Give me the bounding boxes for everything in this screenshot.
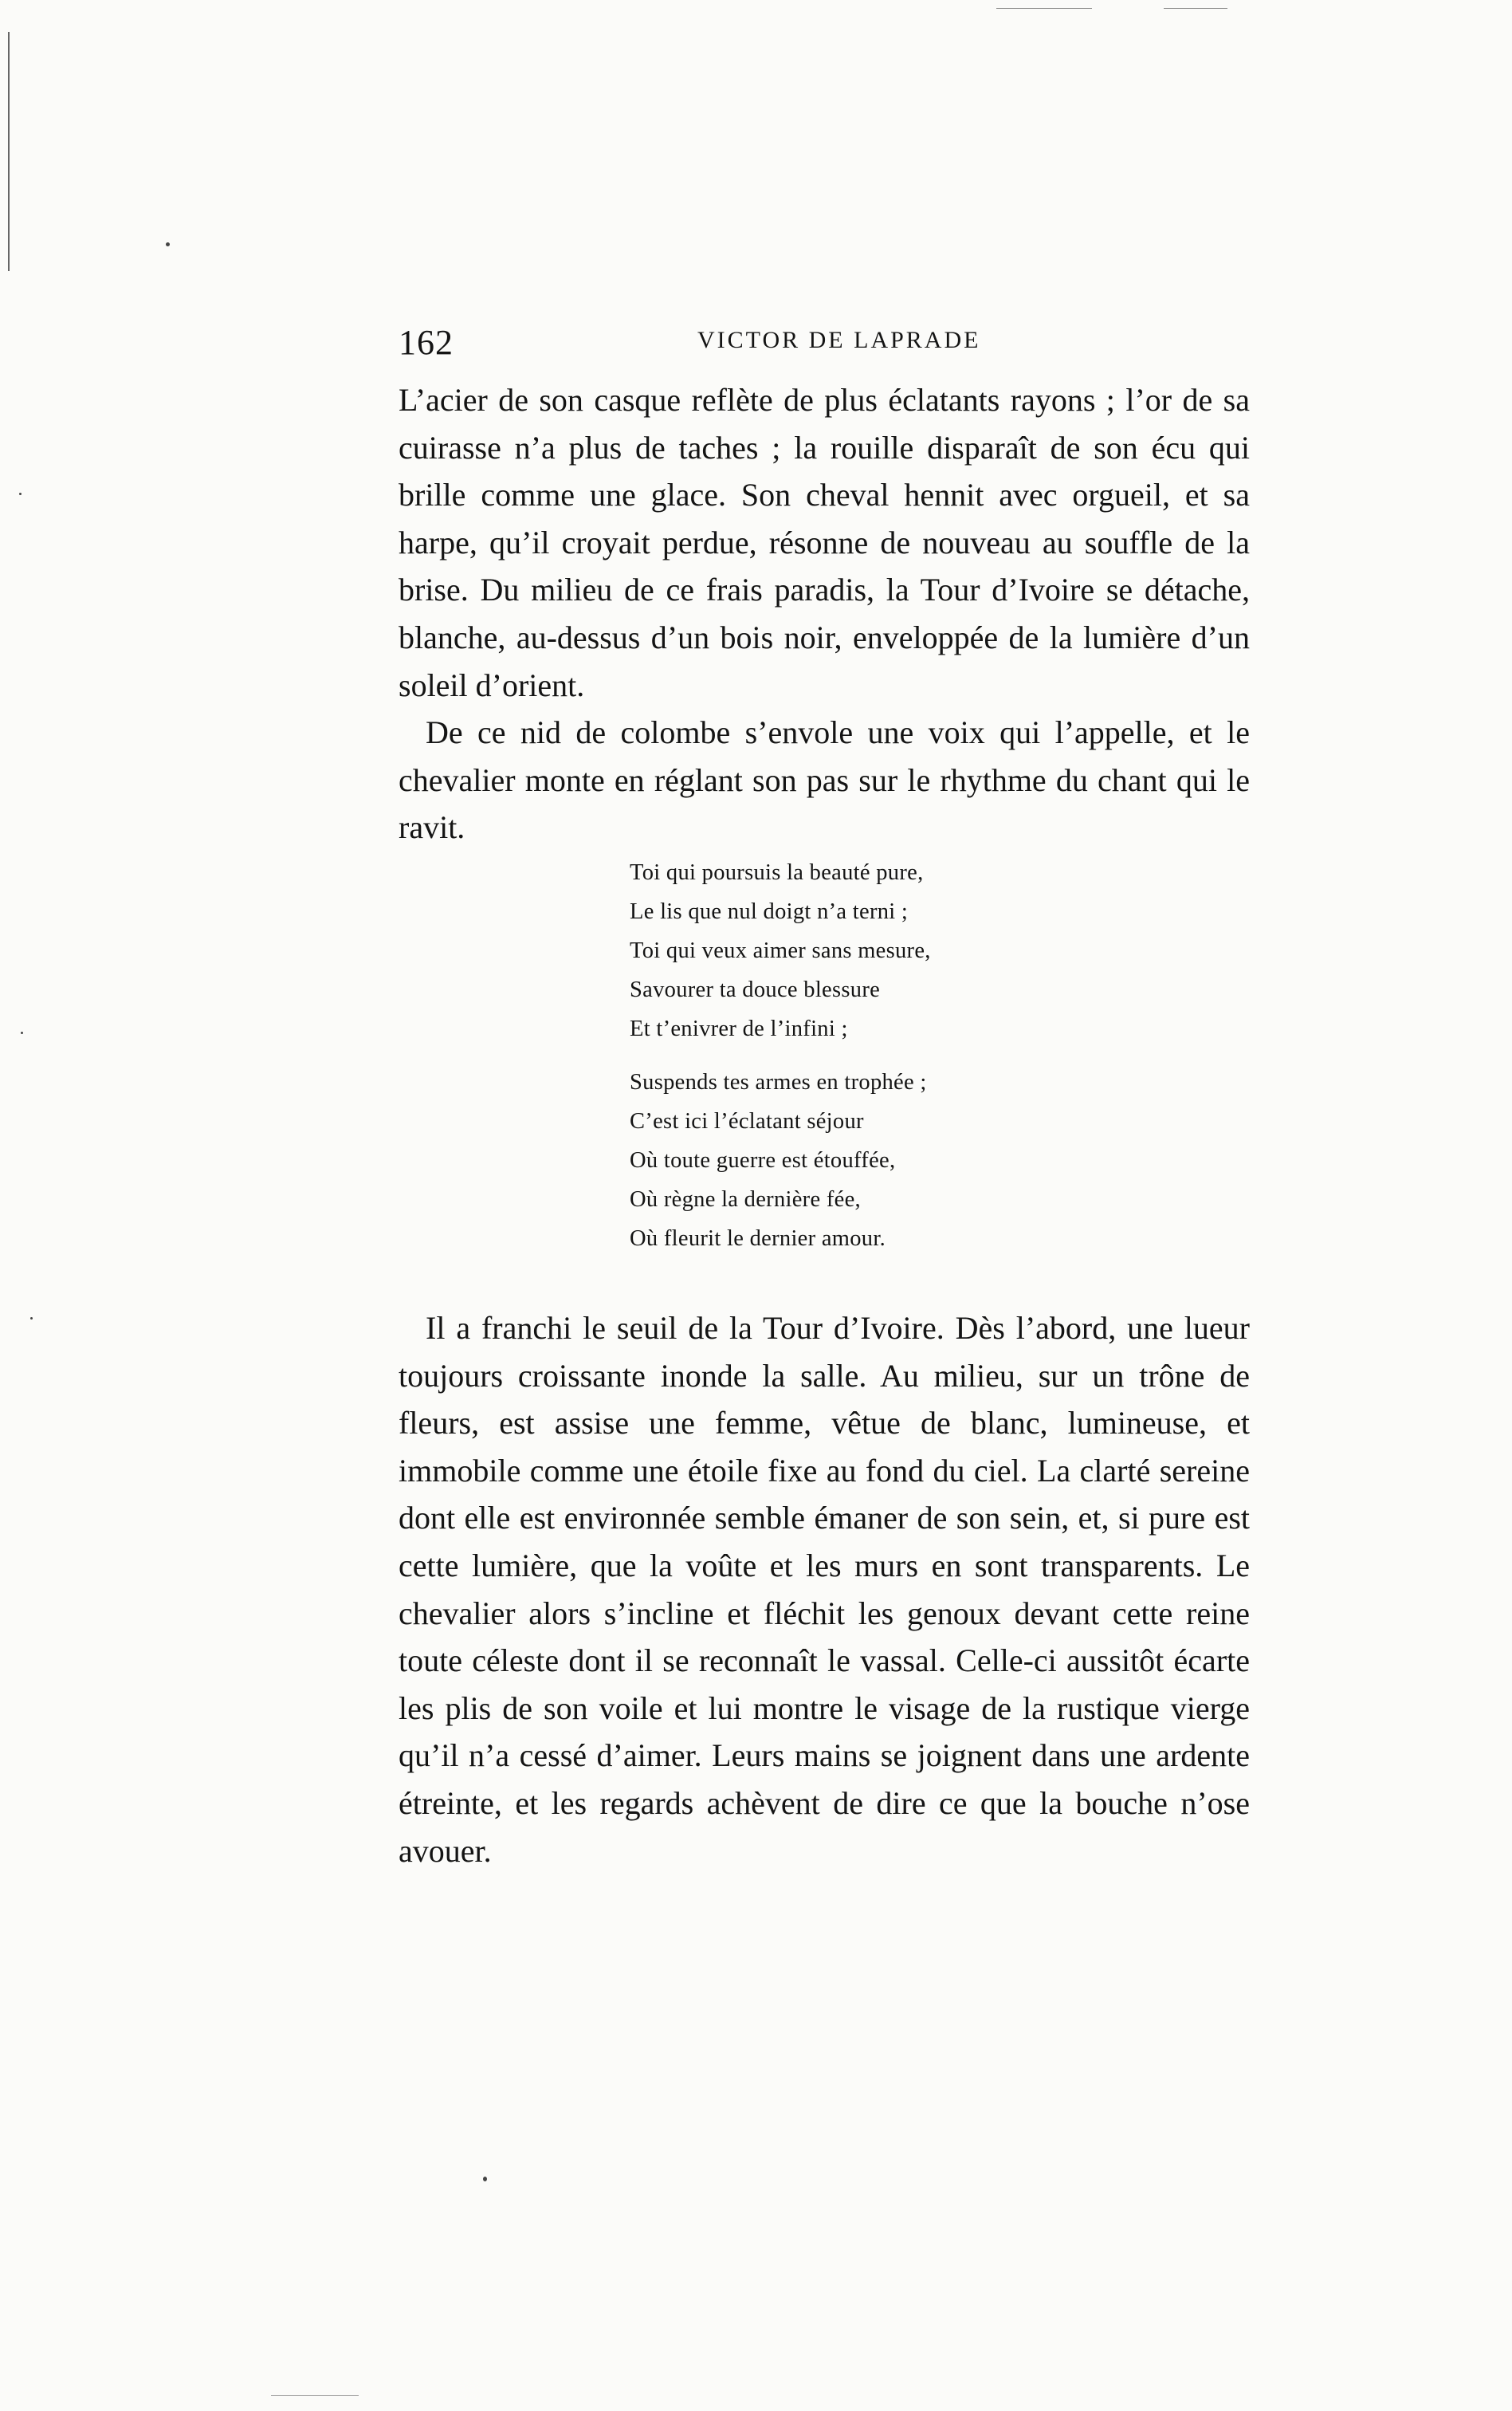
verse-line: Toi qui veux aimer sans mesure, (630, 938, 931, 963)
page-number: 162 (399, 323, 454, 362)
scan-dot (30, 1317, 33, 1320)
scan-dot (21, 1032, 23, 1034)
paragraph: L’acier de son casque reflète de plus éclatants rayons ; l’or de sa cuirasse n’a plus de taches ; la rouille disparaît de son écu qui brille comme une glace. Son cheval hennit avec orgueil, et sa harpe, qu’il croyait perdue, résonne de nouveau au souffle de la brise. Du milieu de ce frais paradis, la Tour d’Ivoire se détache, blanche, au-dessus d’un bois noir, enveloppée de la lumière d’un soleil d’orient. (399, 382, 1250, 703)
verse-line: Le lis que nul doigt n’a terni ; (630, 899, 909, 924)
prose-block-before-verse (399, 376, 1250, 852)
verse-block (630, 853, 931, 1258)
running-head (399, 322, 1243, 370)
scan-bottom-line (271, 2395, 359, 2396)
scan-dot (483, 2177, 487, 2181)
scan-top-line (996, 8, 1092, 9)
paragraph: De ce nid de colombe s’envole une voix qui l’appelle, et le chevalier monte en réglant son pas sur le rhythme du chant qui le ravit. (399, 714, 1250, 846)
scan-top-line (1164, 8, 1227, 9)
scan-dot (19, 493, 22, 495)
verse-line: Où toute guerre est étouffée, (630, 1148, 896, 1173)
scan-edge-line (8, 32, 10, 271)
running-title: VICTOR DE LAPRADE (697, 327, 981, 353)
stanza (630, 853, 931, 1048)
verse-line: Où règne la dernière fée, (630, 1187, 861, 1212)
verse-line: Savourer ta douce blessure (630, 977, 881, 1002)
verse-line: Suspends tes armes en trophée ; (630, 1070, 927, 1095)
verse-line: Et t’enivrer de l’infini ; (630, 1017, 848, 1041)
paragraph: Il a franchi le seuil de la Tour d’Ivoire. Dès l’abord, une lueur toujours croissante inonde la salle. Au milieu, sur un trône de fleurs, est assise une femme, vêtue de blanc, lumineuse, et immobile comme une étoile fixe au fond du ciel. La clarté sereine dont elle est environnée semble émaner de son sein, et, si pure est cette lumière, que la voûte et les murs en sont transparents. Le chevalier alors s’incline et fléchit les genoux devant cette reine toute céleste dont il se reconnaît le vassal. Celle-ci aussitôt écarte les plis de son voile et lui montre le visage de la rustique vierge qu’il n’a cessé d’aimer. Leurs mains se joignent dans une ardente étreinte, et les regards achèvent de dire ce que la bouche n’ose avouer. (399, 1310, 1250, 1869)
verse-line: C’est ici l’éclatant séjour (630, 1109, 864, 1134)
verse-line: Toi qui poursuis la beauté pure, (630, 860, 924, 885)
stanza (630, 1063, 931, 1258)
verse-line: Où fleurit le dernier amour. (630, 1226, 886, 1251)
prose-block-after-verse (399, 1304, 1250, 1874)
scan-dot (166, 242, 170, 246)
